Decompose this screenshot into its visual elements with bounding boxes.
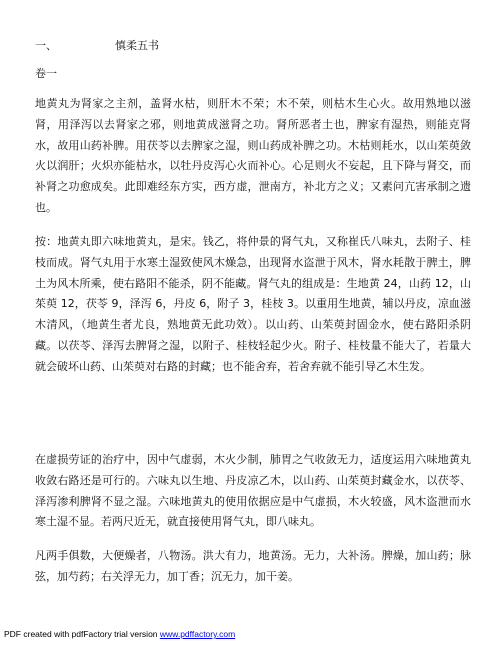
- footer-link[interactable]: www.pdffactory.com: [159, 629, 236, 639]
- paragraph-treatment: 在虚损劳证的治疗中，因中气虚弱，木火少制，肺胃之气收敛无力，适度运用六味地黄丸收敛右路还是可行的。六味丸以生地、丹皮凉乙木，以山药、山茱萸封藏金水，以茯苓、泽泻渗利脾肾不显之湿。六味地黄丸的使用依据应是中气虚损，木火较盛，风木盗泄而水寒土湿不显。若两尺近无，就直接使用肾气丸，即八味丸。: [35, 453, 471, 529]
- paragraph-commentary: 按：地黄丸即六味地黄丸，是宋。钱乙，将仲景的肾气丸，又称崔氏八味丸，去附子、桂枝而成。肾气丸用于水寒土湿致使风木燥急，出现肾水盗泄于风木，肾水耗散于脾土，脾土为风木所乘，使右路阳不能杀，阴不能藏。肾气丸的组成是：生地黄 24，山药 12，山茱萸 12，茯苓 9，泽泻 6，丹皮 6，附子 3，桂枝 3。以重用生地黄，辅以丹皮，凉血滋木清风，（地黄生者尤良，熟地黄无此功效）。以山药、山茱萸封固金水，使右路阳杀阴藏。以茯苓、泽泻去脾肾之湿，以附子、桂枝轻起少火。附子、桂枝量不能大了，若量大就会破坏山药、山茱萸对右路的封藏；也不能舍弃，若舍弃就不能引导乙木生发。: [35, 235, 471, 373]
- footer-text: PDF created with pdfFactory trial version: [4, 629, 160, 639]
- pdf-footer: [4, 628, 235, 640]
- paragraph-dihuang-wan: 地黄丸为肾家之主剂，盖肾水枯，则肝木不荣；木不荣，则枯木生心火。故用熟地以滋肾，用泽泻以去肾家之邪，则地黄成滋肾之功。肾所恶者土也，脾家有湿热，则能克肾水，故用山药补脾。用茯苓以去脾家之湿，则山药成补脾之功。木枯则耗水，以山茱萸敛火以润肝；火炽亦能枯水，以牡丹皮泻心火而补心。心足则火不妄起，且下降与肾交，而补肾之功愈成矣。此即难经东方实，西方虚，泄南方，补北方之义；又素问亢害承制之遗也。: [35, 97, 471, 214]
- paragraph-pulse-rules: 凡两手俱数，大便燥者，八物汤。洪大有力，地黄汤。无力，大补汤。脾燥，加山药；脉弦，加芍药；右关浮无力，加丁香；沉无力，加干姜。: [35, 549, 471, 583]
- volume-label: 卷一: [35, 67, 57, 80]
- section-title: 慎柔五书: [115, 39, 159, 52]
- section-number: 一、: [35, 39, 57, 52]
- section-heading: [35, 38, 159, 54]
